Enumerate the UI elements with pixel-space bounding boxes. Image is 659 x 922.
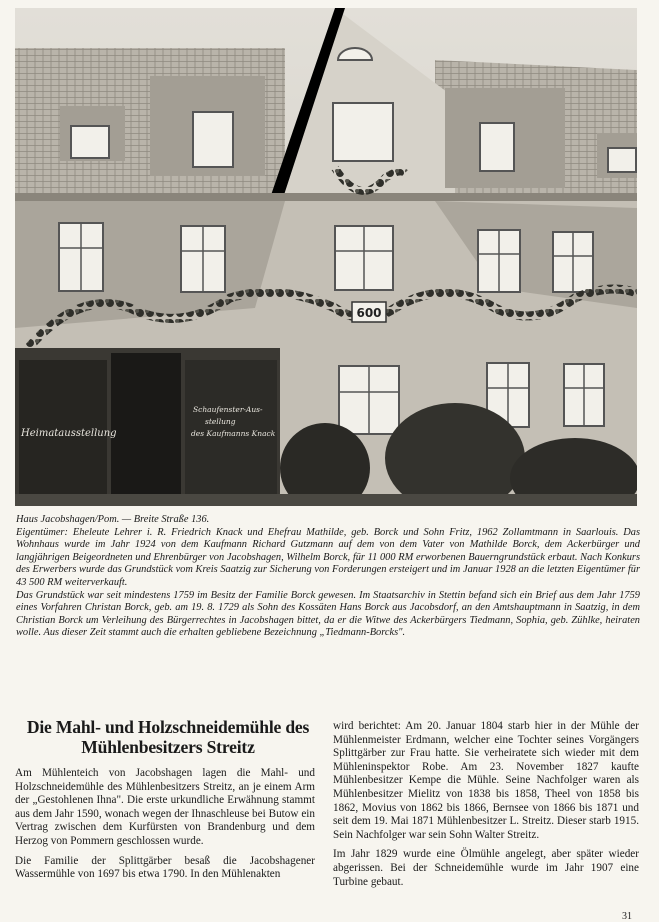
article-paragraph: Die Familie der Splittgärber besaß die Jacobshagener Wassermühle von 1697 bis etwa 1790. In den Mühlenakten [15, 854, 315, 881]
caption-paragraph-1: Eigentümer: Eheleute Lehrer i. R. Friedrich Knack und Ehefrau Mathilde, geb. Borck und Sohn Fritz, 1962 Zollamtmann in Saarlouis. Das Wohnhaus wurde im Jahr 1924 von dem Kaufmann Richard Gutzmann auf dem von dem Vater von Mathilde Borck, dem Ackerbürger und langjährigen Beigeordneten und Ehrenbürger von Jacobshagen, Wilhelm Borck, für 11 000 RM erworbenen Bauerngrundstück erbaut. Nach Konkurs des Erwerbers wurde das Grundstück vom Kreis Saatzig zur Sicherung von Forderungen ersteigert und im Januar 1928 an die letzten Eigentümer für 43 500 RM weiterverkauft. [16, 526, 640, 588]
shop-sign-text: Heimatausstellung [21, 428, 117, 439]
photo-caption [16, 514, 640, 640]
article-paragraph: Im Jahr 1829 wurde eine Ölmühle angelegt, aber später wieder abgerissen. Bei der Schneidemühle wurde im Jahr 1907 eine Turbine gebaut. [333, 848, 639, 888]
article-heading [14, 717, 322, 757]
caption-paragraph-2: Das Grundstück war seit mindestens 1759 im Besitz der Familie Borck gewesen. Im Staatsarchiv in Stettin befand sich ein Brief aus dem Jahr 1759 eines Vorfahren Christan Borck, geb. am 19. 8. 1729 als Sohn des Kossäten Hans Borck aus Jacobsdorf, an den Amtshauptmann in Saatzig, in dem Christian Borck um Verleihung des Bürgerrechtes in Jacobshagen bittet, da er die Witwe des Ackerbürgers Tiedmann, Sophia, geb. Zühlke, heiraten wolle. Aus dieser Zeit stammt auch die erhalten gebliebene Bezeichnung „Tiedmann-Borcks". [16, 589, 640, 639]
house-photo [15, 8, 637, 506]
caption-title: Haus Jacobshagen/Pom. — Breite Straße 136. [16, 514, 210, 525]
page-number: 31 [622, 911, 632, 922]
article-column-right [333, 720, 639, 895]
house-facade-illustration [15, 8, 637, 506]
article-paragraph: Am Mühlenteich von Jacobshagen lagen die Mahl- und Holzschneidemühle des Mühlenbesitzers Streitz, an je einem Arm der „Gestohlenen Ihna". Die erste urkundliche Erwähnung stammt aus dem Jahr 1590, wonach wegen der Ihnaschleuse bei Butow ein Vertrag zwischen dem Kurfürsten von Brandenburg und dem Herzog von Pommern geschlossen wurde. [15, 767, 315, 847]
article-paragraph: wird berichtet: Am 20. Januar 1804 starb hier in der Mühle der Mühlenmeister Erdmann, welcher eine Tochter seines Vorgängers Splittgärber zur Frau hatte. Sie verheiratete sich wieder mit dem Mühleninspektor Robe. Am 23. November 1827 kaufte Mühlenbesitzer Kempe die Mühle. Seine Nachfolger waren als Mühlenbesitzer Mielitz von 1838 bis 1858, Theel von 1858 bis 1862, Movius von 1862 bis 1866, Bernsee von 1866 bis 1871 und seit dem 19. Mai 1871 Mühlenbesitzer L. Streitz. Dieser starb 1915. Sein Nachfolger war sein Sohn Walter Streitz. [333, 720, 639, 841]
window-notice-line2: stellung [205, 417, 236, 426]
heading-line-1: Die Mahl- und Holzschneidemühle des [26, 717, 310, 737]
number-sign: 600 [356, 306, 382, 320]
window-notice-line1: Schaufenster-Aus- [193, 405, 263, 414]
window-notice-line3: des Kaufmanns Knack [191, 429, 276, 438]
heading-line-2: Mühlenbesitzers Streitz [81, 737, 255, 757]
article-column-left [15, 767, 315, 888]
